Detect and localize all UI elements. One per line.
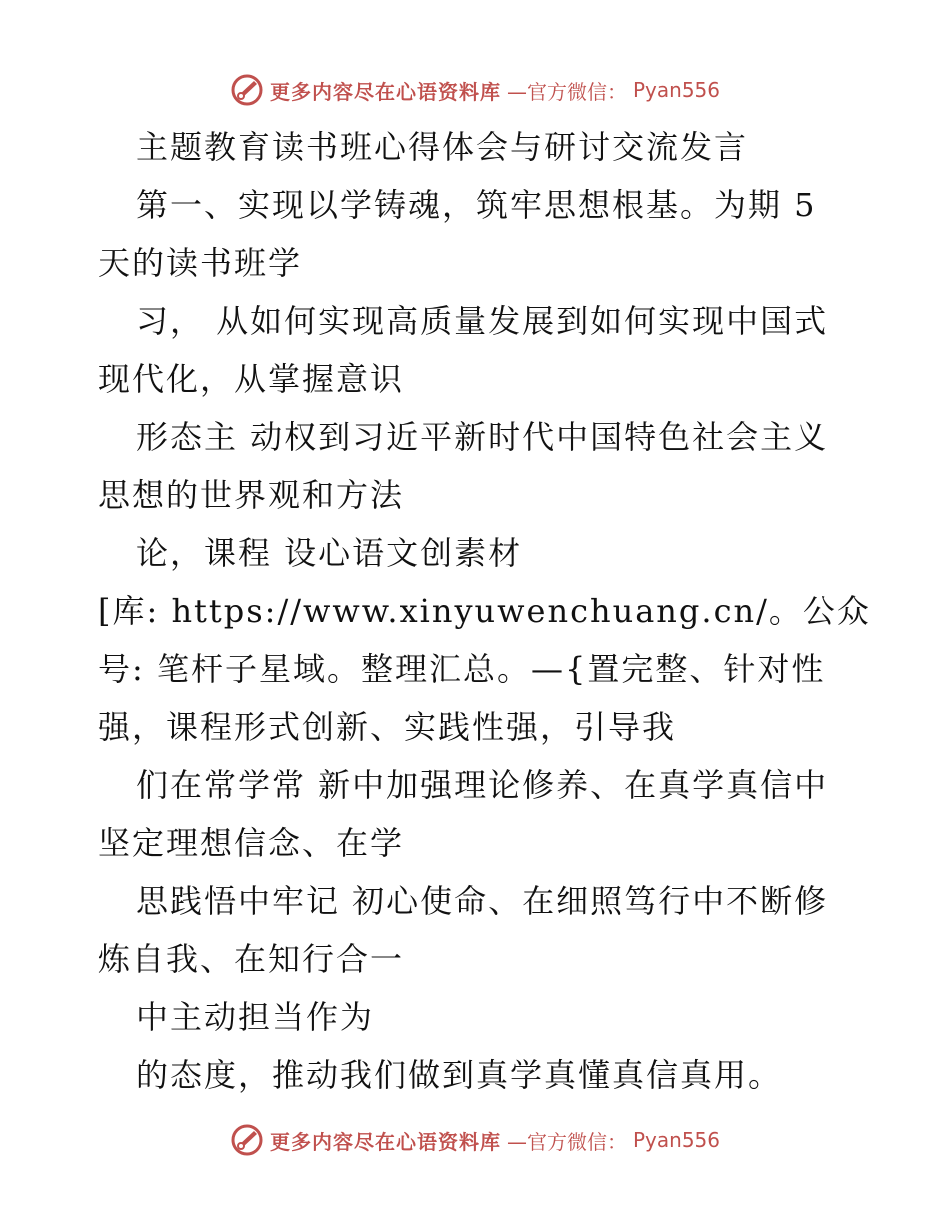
doc-line: 现代化，从掌握意识 [98, 360, 405, 398]
doc-line: 强，课程形式创新、实践性强，引导我 [98, 708, 677, 746]
doc-line: 坚定理想信念、在学 [98, 824, 405, 862]
header-wechat-id: Pyan556 [632, 78, 720, 102]
doc-line: 们在常学常 新中加强理论修养、在真学真信中 [136, 766, 829, 804]
page-footer [0, 1120, 950, 1160]
brand-logo-icon [230, 1123, 264, 1157]
doc-line: 习， 从如何实现高质量发展到如何实现中国式 [136, 302, 829, 340]
doc-line: 形态主 动权到习近平新时代中国特色社会主义 [136, 418, 829, 456]
header-contact-text: —官方微信： [506, 79, 627, 104]
doc-line: 炼自我、在知行合一 [98, 940, 405, 978]
doc-line: 思践悟中牢记 初心使命、在细照笃行中不断修 [136, 882, 829, 920]
doc-line: 天的读书班学 [98, 244, 303, 282]
header-brand-text: 更多内容尽在心语资料库 [269, 79, 501, 104]
doc-line: 论，课程 设心语文创素材 [136, 534, 523, 572]
brand-logo-icon [230, 73, 264, 107]
doc-line: 号: 笔杆子星域。整理汇总。—{置完整、针对性 [98, 650, 826, 688]
doc-line: 思想的世界观和方法 [98, 476, 405, 514]
doc-line: 的态度，推动我们做到真学真懂真信真用。 [136, 1056, 783, 1094]
page-header [0, 70, 950, 110]
footer-brand-text: 更多内容尽在心语资料库 [269, 1129, 501, 1154]
doc-line: 第一、实现以学铸魂，筑牢思想根基。为期 5 [136, 186, 817, 224]
document-body [98, 118, 871, 1104]
doc-line: [库: https://www.xinyuwenchuang.cn/。公众 [98, 592, 871, 630]
footer-wechat-id: Pyan556 [632, 1128, 720, 1152]
doc-line: 中主动担当作为 [136, 998, 375, 1036]
footer-contact-text: —官方微信： [506, 1129, 627, 1154]
doc-title: 主题教育读书班心得体会与研讨交流发言 [136, 128, 749, 166]
